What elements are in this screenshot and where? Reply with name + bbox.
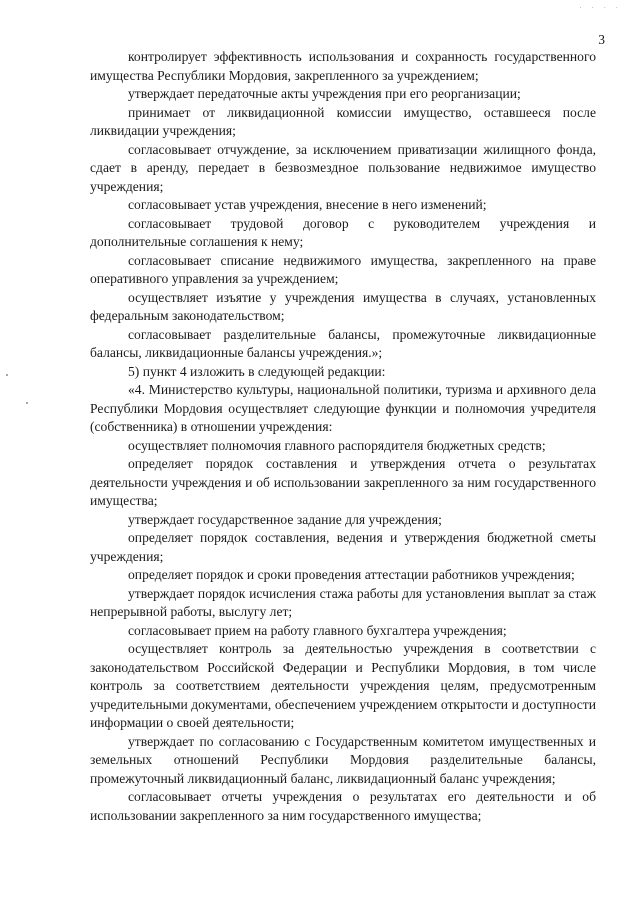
scan-artifact-mark bbox=[6, 374, 8, 376]
paragraph: принимает от ликвидационной комиссии имущество, оставшееся после ликвидации учреждения; bbox=[90, 104, 596, 138]
paragraph: утверждает порядок исчисления стажа работы для установления выплат за стаж непрерывной работы, выслугу лет; bbox=[90, 585, 596, 619]
paragraph: согласовывает списание недвижимого имущества, закрепленного на праве оперативного управления за учреждением; bbox=[90, 252, 596, 286]
paragraph: согласовывает отчеты учреждения о результатах его деятельности и об использовании закрепленного за ним государственного имущества; bbox=[90, 789, 596, 823]
scan-artifact-dots: · · · · bbox=[579, 4, 622, 12]
paragraph: согласовывает прием на работу главного бухгалтера учреждения; bbox=[128, 622, 507, 638]
amendment-item: 5) пункт 4 изложить в следующей редакции: bbox=[128, 363, 386, 379]
paragraph: согласовывает устав учреждения, внесение в него изменений; bbox=[128, 197, 487, 212]
page-number: 3 bbox=[598, 32, 605, 47]
paragraph: определяет порядок составления и утверждения отчета о результатах деятельности учреждения и об использовании закрепленного за ним государственного имущества; bbox=[90, 456, 596, 508]
document-body bbox=[90, 48, 596, 825]
paragraph: осуществляет контроль за деятельностью учреждения в соответствии с законодательством Российской Федерации и Республики Мордовия, в том числе контроль за соответствием деятельности учреждения целям, предусмотренным учредительными документами, обеспечением учреждением открытости и доступности информации о своей деятельности; bbox=[90, 641, 596, 730]
paragraph: контролирует эффективность использования и сохранность государственного имущества Республики Мордовия, закрепленного за учреждением; bbox=[90, 49, 596, 83]
paragraph: согласовывает отчуждение, за исключением приватизации жилищного фонда, сдает в аренду, передает в безвозмездное пользование недвижимое имущество учреждения; bbox=[90, 141, 596, 194]
section-4-intro: «4. Министерство культуры, национальной политики, туризма и архивного дела Республики Мордовия осуществляет следующие функции и полномочия учредителя (собственника) в отношении учреждения: bbox=[90, 382, 596, 434]
paragraph: согласовывает трудовой договор с руководителем учреждения и дополнительные соглашения к нему; bbox=[90, 215, 596, 249]
paragraph: утверждает по согласованию с Государственным комитетом имущественных и земельных отношений Республики Мордовия разделительные балансы, промежуточный ликвидационный баланс, ликвидационный баланс учреждения; bbox=[90, 733, 596, 786]
paragraph: осуществляет полномочия главного распорядителя бюджетных средств; bbox=[128, 437, 546, 453]
paragraph: утверждает передаточные акты учреждения при его реорганизации; bbox=[128, 86, 521, 101]
paragraph: утверждает государственное задание для учреждения; bbox=[128, 511, 442, 527]
paragraph: определяет порядок и сроки проведения аттестации работников учреждения; bbox=[128, 567, 575, 582]
paragraph: согласовывает разделительные балансы, промежуточные ликвидационные балансы, ликвидационные балансы учреждения.»; bbox=[90, 326, 596, 360]
paragraph: осуществляет изъятие у учреждения имущества в случаях, установленных федеральным законодательством; bbox=[90, 289, 596, 323]
paragraph: определяет порядок составления, ведения и утверждения бюджетной сметы учреждения; bbox=[90, 530, 596, 564]
scan-artifact-mark bbox=[26, 402, 28, 404]
